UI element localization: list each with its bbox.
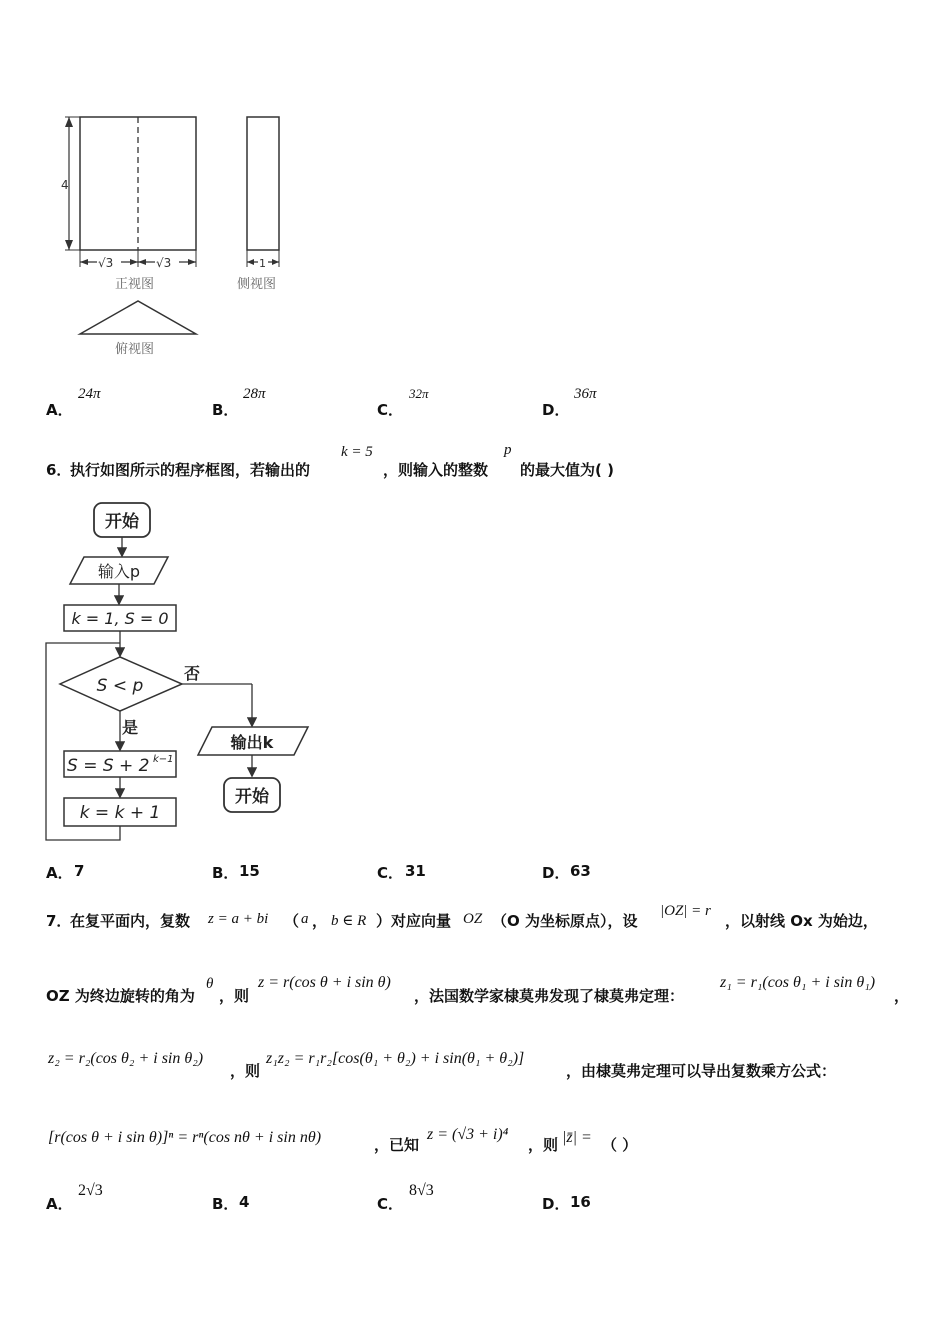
three-view-figure xyxy=(55,105,315,365)
q7-option-c-value: 8√3 xyxy=(409,1182,434,1199)
q6-option-b-value: 15 xyxy=(239,862,260,880)
q7-l1-c: ， xyxy=(312,912,328,930)
top-view-caption: 俯视图 xyxy=(115,342,155,357)
q7-option-d-value: 16 xyxy=(570,1193,591,1211)
q5-option-b-value: 28π xyxy=(243,386,266,402)
q7-l4-m3: |z̄| = xyxy=(562,1129,592,1146)
q7-l1-m5: |OZ| = r xyxy=(660,903,711,919)
q6-math-p: p xyxy=(504,442,512,458)
q7-l3-m1: z₂ = r₂(cos θ₂ + i sin θ₂) xyxy=(48,1050,204,1067)
q6-option-d-label[interactable]: D． xyxy=(542,864,570,882)
flow-yes-label: 是 xyxy=(122,718,139,737)
q6-option-a-value: 7 xyxy=(74,862,85,880)
q7-option-a-value: 2√3 xyxy=(78,1182,103,1199)
q7-option-b-value: 4 xyxy=(239,1193,250,1211)
q7-l1-m3: b ∈ R xyxy=(331,913,367,929)
q6-text-c: 的最大值为( ) xyxy=(520,461,614,479)
q7-l2-m2: z = r(cos θ + i sin θ) xyxy=(258,974,391,991)
q7-l4-c: （ ） xyxy=(602,1136,638,1154)
q6-option-d-value: 63 xyxy=(570,862,591,880)
flow-start-text: 开始 xyxy=(105,512,139,532)
flow-update-s-text: S = S + 2 xyxy=(67,756,150,776)
front-dim-left: √3 xyxy=(98,256,114,270)
q5-option-b-label[interactable]: B． xyxy=(212,401,239,419)
flowchart xyxy=(40,495,320,850)
q7-l4-a: ，已知 xyxy=(374,1136,420,1154)
q5-option-d-value: 36π xyxy=(574,386,597,402)
q7-l2-b: ，则 xyxy=(219,987,250,1005)
q7-l1-e: （O 为坐标原点），设 xyxy=(492,912,638,930)
q7-number: 7． xyxy=(46,912,72,930)
q6-number: 6． xyxy=(46,461,72,479)
q5-option-c-label[interactable]: C． xyxy=(377,401,404,419)
q7-l1-m2: a xyxy=(301,911,309,927)
side-view-rect xyxy=(247,117,279,250)
q7-l3-b: ，由棣莫弗定理可以导出复数乘方公式： xyxy=(566,1062,837,1080)
q7-l2-m1: θ xyxy=(206,976,214,992)
q7-l3-a: ，则 xyxy=(230,1062,261,1080)
flow-output-text: 输出k xyxy=(230,733,274,752)
q7-l1-f: ，以射线 Ox 为始边， xyxy=(725,912,878,930)
q7-l4-b: ，则 xyxy=(528,1136,559,1154)
q5-option-d-label[interactable]: D． xyxy=(542,401,570,419)
height-label: 4 xyxy=(61,178,69,192)
q7-l2-a: OZ 为终边旋转的角为 xyxy=(46,987,195,1005)
flow-condition-text: S < p xyxy=(96,676,144,696)
flow-update-s-exp: k−1 xyxy=(153,754,174,765)
side-dim: 1 xyxy=(259,257,266,270)
q6-option-b-label[interactable]: B． xyxy=(212,864,239,882)
q6-option-c-value: 31 xyxy=(405,862,426,880)
front-view-caption: 正视图 xyxy=(115,277,155,292)
q7-l4-m2: z = (√3 + i)⁴ xyxy=(427,1126,509,1143)
q6-text-a: 执行如图所示的程序框图，若输出的 xyxy=(70,461,311,479)
q5-option-a-label[interactable]: A． xyxy=(46,401,73,419)
flow-init-text: k = 1, S = 0 xyxy=(71,609,169,628)
top-view-triangle xyxy=(80,301,196,334)
q5-option-c-value: 32π xyxy=(409,386,429,401)
q7-option-b-label[interactable]: B． xyxy=(212,1195,239,1213)
q6-text-b: ，则输入的整数 xyxy=(383,461,489,479)
q7-l2-m3: z₁ = r₁(cos θ₁ + i sin θ₁) xyxy=(720,974,876,991)
side-view-caption: 侧视图 xyxy=(237,277,277,292)
q5-option-a-value: 24π xyxy=(78,386,101,402)
q7-l1-m4: OZ xyxy=(463,911,483,927)
q7-l3-m2: z₁z₂ = r₁r₂[cos(θ₁ + θ₂) + i sin(θ₁ + θ₂)] xyxy=(266,1050,525,1067)
q7-l2-c: ，法国数学家棣莫弗发现了棣莫弗定理： xyxy=(414,987,685,1005)
q7-l1-d: ）对应向量 xyxy=(376,912,452,930)
q6-option-c-label[interactable]: C． xyxy=(377,864,404,882)
q7-option-a-label[interactable]: A． xyxy=(46,1195,73,1213)
flow-input-text: 输入p xyxy=(97,562,141,581)
q7-l1-m1: z = a + bi xyxy=(208,911,269,927)
q7-option-c-label[interactable]: C． xyxy=(377,1195,404,1213)
front-dim-right: √3 xyxy=(156,256,172,270)
q7-l4-m1: [r(cos θ + i sin θ)]ⁿ = rⁿ(cos nθ + i sin nθ) xyxy=(48,1129,322,1146)
q6-option-a-label[interactable]: A． xyxy=(46,864,73,882)
q7-option-d-label[interactable]: D． xyxy=(542,1195,570,1213)
q6-math-k: k = 5 xyxy=(341,444,373,460)
flow-no-label: 否 xyxy=(184,664,201,683)
q7-l1-a: 在复平面内，复数 xyxy=(70,912,191,930)
flow-update-k-text: k = k + 1 xyxy=(79,803,161,823)
flow-end-text: 开始 xyxy=(235,787,269,807)
q7-l2-d: ， xyxy=(894,987,910,1005)
q7-l1-b: （ xyxy=(284,912,300,930)
